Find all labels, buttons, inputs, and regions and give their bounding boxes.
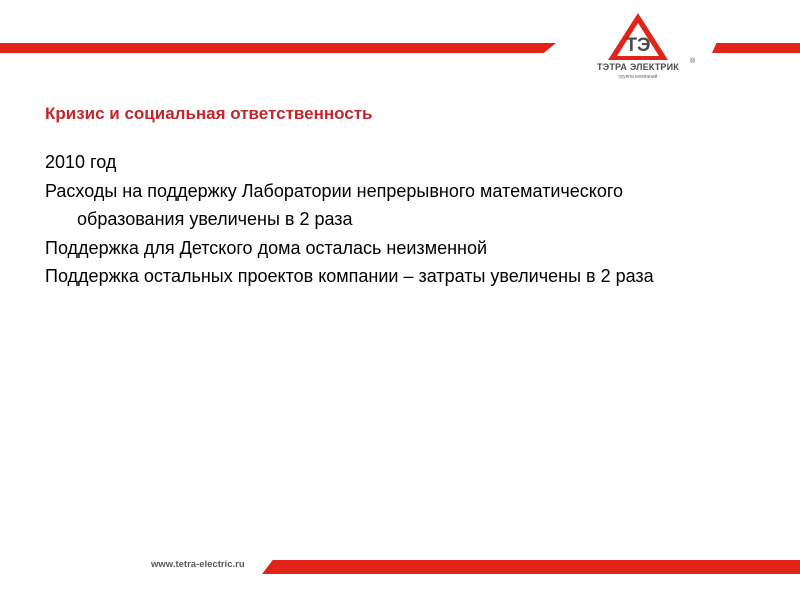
top-red-band-right xyxy=(712,43,800,53)
logo-subtitle: группа компаний xyxy=(618,74,658,80)
bottom-red-band xyxy=(262,560,800,574)
logo-company-name: ТЭТРА ЭЛЕКТРИК xyxy=(597,62,679,72)
logo-monogram: ТЭ xyxy=(625,35,651,56)
logo-registered-mark: ® xyxy=(690,58,696,65)
body-line: Поддержка остальных проектов компании – затраты увеличены в 2 раза xyxy=(45,266,654,286)
footer-url[interactable]: www.tetra-electric.ru xyxy=(151,559,245,570)
body-line: 2010 год xyxy=(45,152,117,172)
company-logo xyxy=(586,10,704,82)
top-red-band-left xyxy=(0,43,556,53)
body-line: Поддержка для Детского дома осталась неизменной xyxy=(45,237,488,258)
tetra-logo-icon xyxy=(606,10,670,62)
slide-body xyxy=(45,148,685,291)
body-line: Расходы на поддержку Лаборатории непрерывного математического образования увеличены в 2 раза xyxy=(45,180,624,229)
slide-title: Кризис и социальная ответственность xyxy=(45,104,373,123)
